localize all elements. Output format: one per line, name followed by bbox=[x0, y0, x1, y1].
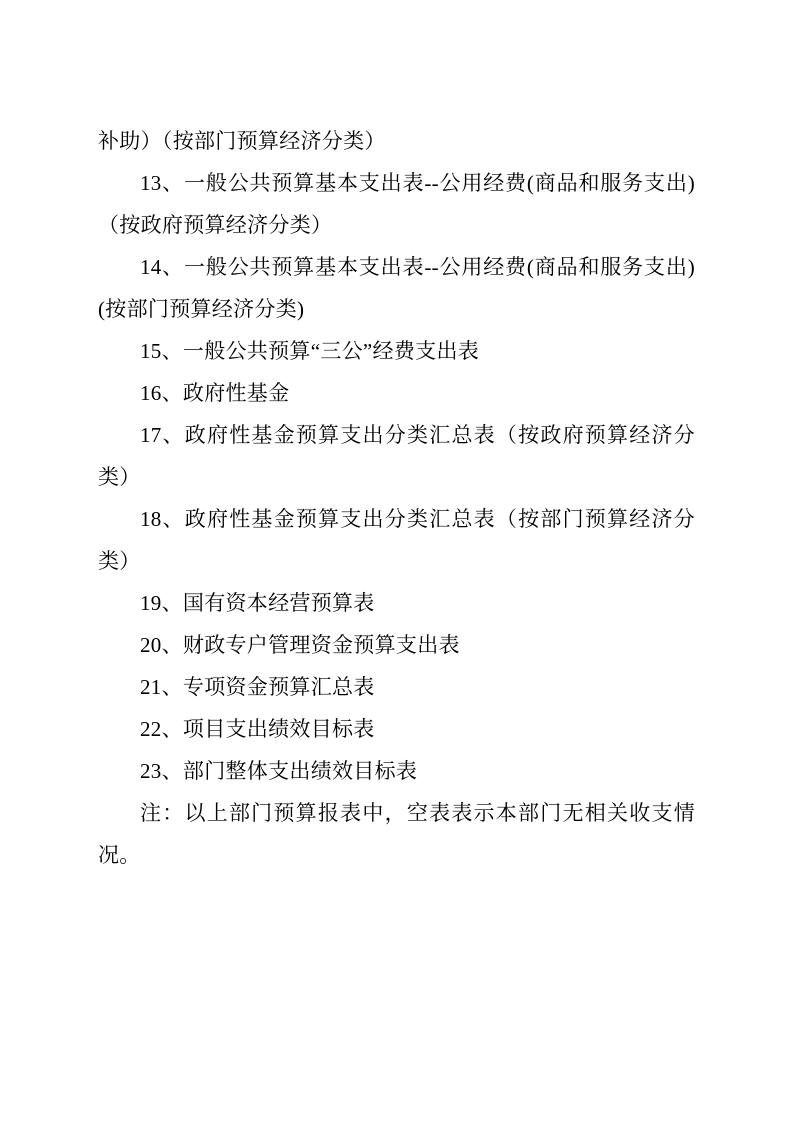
list-item-15: 15、一般公共预算“三公”经费支出表 bbox=[140, 339, 480, 363]
list-item-21: 21、专项资金预算汇总表 bbox=[140, 675, 375, 699]
list-item-22: 22、项目支出绩效目标表 bbox=[140, 717, 375, 741]
list-item-16: 16、政府性基金 bbox=[140, 381, 290, 405]
paragraph-continuation: 补助）（按部门预算经济分类） bbox=[98, 129, 386, 153]
list-item-19: 19、国有资本经营预算表 bbox=[140, 591, 375, 615]
list-item-20: 20、财政专户管理资金预算支出表 bbox=[140, 633, 460, 657]
list-item-23: 23、部门整体支出绩效目标表 bbox=[140, 759, 418, 783]
note-paragraph: 注：以上部门预算报表中，空表表示本部门无相关收支情况。 bbox=[98, 801, 695, 867]
list-item-18: 18、政府性基金预算支出分类汇总表（按部门预算经济分类） bbox=[98, 507, 695, 573]
list-item-14: 14、一般公共预算基本支出表--公用经费(商品和服务支出)(按部门预算经济分类) bbox=[98, 255, 695, 321]
list-item-17: 17、政府性基金预算支出分类汇总表（按政府预算经济分类） bbox=[98, 423, 695, 489]
list-item-13: 13、一般公共预算基本支出表--公用经费(商品和服务支出)（按政府预算经济分类） bbox=[98, 171, 695, 237]
document-body bbox=[98, 120, 695, 876]
